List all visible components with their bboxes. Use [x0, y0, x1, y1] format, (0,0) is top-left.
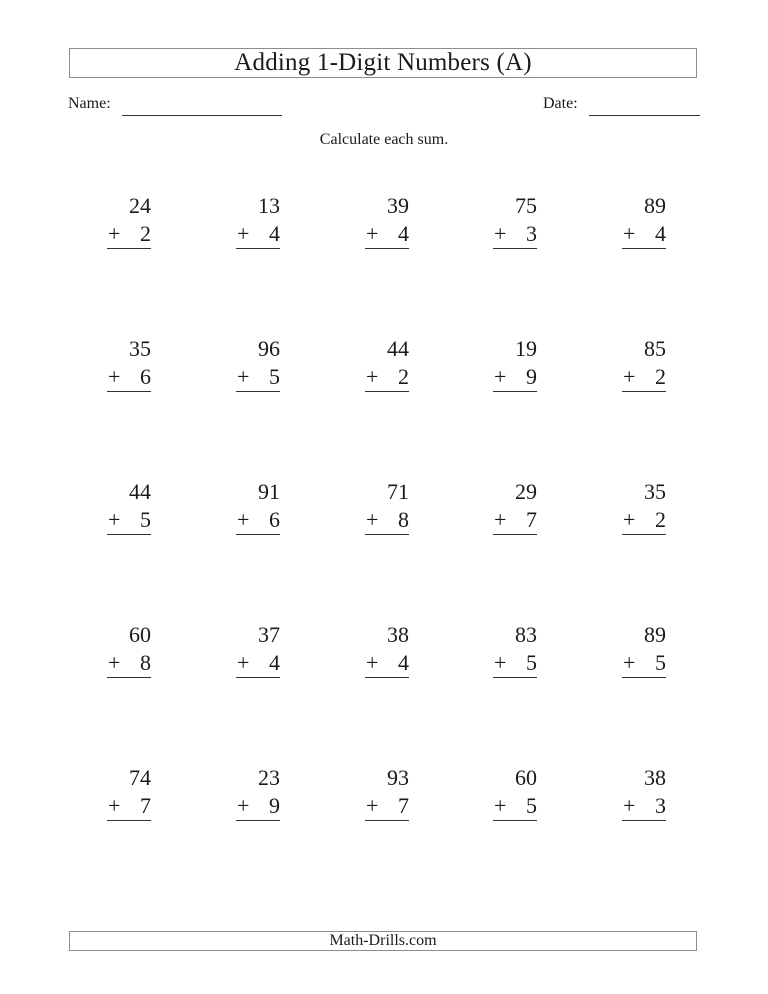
- addition-problem: [365, 764, 409, 821]
- addition-problem: [365, 621, 409, 678]
- addend-top: 85: [644, 336, 666, 361]
- addend-top: 24: [129, 193, 151, 218]
- plus-sign: +: [108, 650, 121, 675]
- plus-sign: +: [237, 221, 250, 246]
- addend-bottom: 7: [140, 793, 151, 818]
- addend-bottom: 5: [140, 507, 151, 532]
- addend-bottom: 2: [655, 507, 666, 532]
- date-field[interactable]: [589, 115, 700, 116]
- addition-problem: [107, 335, 151, 392]
- addend-top: 75: [515, 193, 537, 218]
- addend-top: 35: [644, 479, 666, 504]
- addend-bottom: 8: [398, 507, 409, 532]
- addend-bottom-row: [493, 649, 537, 678]
- addition-problem: [236, 335, 280, 392]
- addend-bottom: 6: [269, 507, 280, 532]
- addend-bottom-row: [107, 506, 151, 535]
- addend-bottom: 5: [269, 364, 280, 389]
- addend-bottom: 8: [140, 650, 151, 675]
- addend-bottom: 7: [526, 507, 537, 532]
- addition-problem: [107, 621, 151, 678]
- addend-top: 93: [387, 765, 409, 790]
- addition-problem: [622, 621, 666, 678]
- plus-sign: +: [237, 793, 250, 818]
- addend-bottom: 4: [398, 650, 409, 675]
- addend-bottom-row: [493, 220, 537, 249]
- plus-sign: +: [494, 221, 507, 246]
- addition-problem: [493, 478, 537, 535]
- plus-sign: +: [108, 793, 121, 818]
- addition-problem: [622, 478, 666, 535]
- addition-problem: [107, 478, 151, 535]
- addend-bottom-row: [622, 792, 666, 821]
- addend-top: 91: [258, 479, 280, 504]
- plus-sign: +: [237, 650, 250, 675]
- addend-bottom-row: [493, 363, 537, 392]
- addend-bottom: 4: [269, 221, 280, 246]
- addend-bottom-row: [622, 649, 666, 678]
- addition-problem: [107, 192, 151, 249]
- plus-sign: +: [366, 507, 379, 532]
- plus-sign: +: [494, 507, 507, 532]
- addend-bottom-row: [493, 506, 537, 535]
- plus-sign: +: [108, 364, 121, 389]
- name-label: Name:: [68, 95, 111, 112]
- addend-top: 38: [644, 765, 666, 790]
- addend-bottom: 4: [655, 221, 666, 246]
- addend-bottom: 5: [526, 793, 537, 818]
- addend-bottom-row: [622, 220, 666, 249]
- addend-bottom-row: [236, 649, 280, 678]
- addend-bottom-row: [236, 220, 280, 249]
- addition-problem: [365, 478, 409, 535]
- addition-problem: [365, 192, 409, 249]
- addend-bottom-row: [236, 363, 280, 392]
- plus-sign: +: [623, 650, 636, 675]
- addend-top: 19: [515, 336, 537, 361]
- instructions: Calculate each sum.: [319, 131, 449, 148]
- plus-sign: +: [108, 507, 121, 532]
- date-label: Date:: [543, 95, 578, 112]
- addition-problem: [236, 764, 280, 821]
- plus-sign: +: [108, 221, 121, 246]
- addend-bottom: 4: [398, 221, 409, 246]
- addend-top: 89: [644, 622, 666, 647]
- addend-top: 60: [515, 765, 537, 790]
- addend-bottom-row: [107, 649, 151, 678]
- addend-bottom-row: [365, 649, 409, 678]
- plus-sign: +: [623, 507, 636, 532]
- addend-bottom: 5: [655, 650, 666, 675]
- addend-bottom-row: [236, 506, 280, 535]
- worksheet-title: Adding 1-Digit Numbers (A): [234, 49, 532, 76]
- addend-top: 29: [515, 479, 537, 504]
- addend-top: 13: [258, 193, 280, 218]
- plus-sign: +: [366, 221, 379, 246]
- addition-problem: [493, 764, 537, 821]
- worksheet-title-box: [69, 48, 697, 78]
- addend-bottom-row: [365, 792, 409, 821]
- addend-bottom-row: [236, 792, 280, 821]
- addition-problem: [236, 621, 280, 678]
- addend-top: 39: [387, 193, 409, 218]
- addend-bottom: 2: [655, 364, 666, 389]
- addend-top: 44: [129, 479, 151, 504]
- addend-bottom-row: [107, 220, 151, 249]
- addition-problem: [493, 192, 537, 249]
- addend-bottom: 2: [140, 221, 151, 246]
- plus-sign: +: [623, 221, 636, 246]
- addend-top: 44: [387, 336, 409, 361]
- addend-bottom-row: [365, 220, 409, 249]
- addend-top: 37: [258, 622, 280, 647]
- addition-problem: [622, 192, 666, 249]
- addition-problem: [365, 335, 409, 392]
- addend-bottom: 9: [269, 793, 280, 818]
- addend-top: 38: [387, 622, 409, 647]
- addition-problem: [236, 478, 280, 535]
- footer-box: [69, 931, 697, 951]
- addition-problem: [493, 335, 537, 392]
- addend-bottom: 4: [269, 650, 280, 675]
- addend-bottom: 3: [526, 221, 537, 246]
- plus-sign: +: [623, 793, 636, 818]
- addition-problem: [107, 764, 151, 821]
- addition-problem: [622, 764, 666, 821]
- addend-top: 60: [129, 622, 151, 647]
- addition-problem: [493, 621, 537, 678]
- plus-sign: +: [366, 650, 379, 675]
- addend-bottom: 2: [398, 364, 409, 389]
- name-field[interactable]: [122, 115, 282, 116]
- plus-sign: +: [366, 793, 379, 818]
- addend-bottom-row: [493, 792, 537, 821]
- addend-bottom: 9: [526, 364, 537, 389]
- plus-sign: +: [366, 364, 379, 389]
- addend-bottom-row: [365, 363, 409, 392]
- plus-sign: +: [237, 507, 250, 532]
- addend-top: 74: [129, 765, 151, 790]
- addend-bottom: 3: [655, 793, 666, 818]
- addend-top: 71: [387, 479, 409, 504]
- plus-sign: +: [494, 793, 507, 818]
- addend-bottom-row: [107, 792, 151, 821]
- addition-problem: [622, 335, 666, 392]
- addend-top: 23: [258, 765, 280, 790]
- addend-bottom-row: [622, 506, 666, 535]
- addend-top: 89: [644, 193, 666, 218]
- plus-sign: +: [623, 364, 636, 389]
- addend-bottom-row: [622, 363, 666, 392]
- plus-sign: +: [494, 650, 507, 675]
- addend-top: 96: [258, 336, 280, 361]
- addend-bottom: 5: [526, 650, 537, 675]
- addend-bottom-row: [107, 363, 151, 392]
- addend-top: 35: [129, 336, 151, 361]
- addition-problem: [236, 192, 280, 249]
- plus-sign: +: [494, 364, 507, 389]
- plus-sign: +: [237, 364, 250, 389]
- addend-bottom: 7: [398, 793, 409, 818]
- addend-bottom: 6: [140, 364, 151, 389]
- footer-text: Math-Drills.com: [329, 932, 437, 949]
- addend-top: 83: [515, 622, 537, 647]
- addend-bottom-row: [365, 506, 409, 535]
